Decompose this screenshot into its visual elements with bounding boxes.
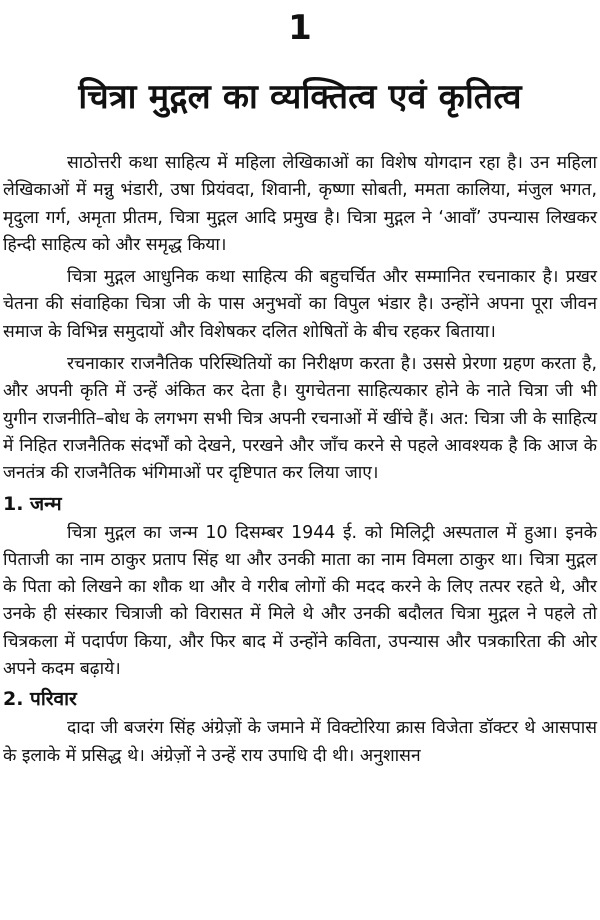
chapter-number: 1 [288, 8, 312, 48]
section-heading-family: 2. परिवार [3, 688, 77, 711]
paragraph-author-profile: चित्रा मुद्गल आधुनिक कथा साहित्य की बहुचर्चित और सम्मानित रचनाकार है। प्रखर चेतना की संवाहिका चित्रा जी के पास अनुभवों का विपुल भंडार है। उन्होंने अपना पूरा जीवन समाज के विभिन्न समुदायों और विशेषकर दलित शोषितों के बीच रहकर बिताया। [3, 267, 597, 342]
paragraph-family: दादा जी बजरंग सिंह अंग्रेज़ों के जमाने में विक्टोरिया क्रास विजेता डॉक्टर थे आसपास के इलाके में प्रसिद्ध थे। अंग्रेज़ों ने उन्हें राय उपाधि दी थी। अनुशासन [3, 718, 597, 766]
chapter-body [3, 150, 597, 770]
chapter-title: चित्रा मुद्गल का व्यक्तित्व एवं कृतित्व [78, 77, 522, 117]
paragraph-birth: चित्रा मुद्गल का जन्म 10 दिसम्बर 1944 ई. को मिलिट्री अस्पताल में हुआ। इनके पिताजी का नाम ठाकुर प्रताप सिंह था और उनकी माता का नाम विमला ठाकुर था। चित्रा मुद्गल के पिता को लिखने का शौक था और वे गरीब लोगों की मदद करने के लिए तत्पर रहते थे, और उनके ही संस्कार चित्राजी को विरासत में मिले थे और उनकी बदौलत चित्रा मुद्गल ने पहले तो चित्रकला में पदार्पण किया, और फिर बाद में उन्होंने कविता, उपन्यास और पत्रकारिता की ओर अपने कदम बढ़ाये। [3, 522, 597, 680]
paragraph-intro: साठोत्तरी कथा साहित्य में महिला लेखिकाओं का विशेष योगदान रहा है। उन महिला लेखिकाओं में मन्नु भंडारी, उषा प्रियंवदा, शिवानी, कृष्णा सोबती, ममता कालिया, मंजुल भगत, मृदुला गर्ग, अमृता प्रीतम, चित्रा मुद्गल आदि प्रमुख है। चित्रा मुद्गल ने ‘आवाँ’ उपन्यास लिखकर हिन्दी साहित्य को और समृद्ध किया। [3, 153, 597, 255]
section-heading-birth: 1. जन्म [3, 492, 62, 515]
paragraph-political-context: रचनाकार राजनैतिक परिस्थितियों का निरीक्षण करता है। उससे प्रेरणा ग्रहण करता है, और अपनी कृति में उन्हें अंकित कर देता है। युगचेतना साहित्यकार होने के नाते चित्रा जी भी युगीन राजनीति–बोध के लगभग सभी चित्र अपनी रचनाओं में खींचे हैं। अत: चित्रा जी के साहित्य में निहित राजनैतिक संदर्भों को देखने, परखने और जाँच करने से पहले आवश्यक है कि आज के जनतंत्र की राजनैतिक भंगिमाओं पर दृष्टिपात कर लिया जाए। [3, 354, 597, 484]
